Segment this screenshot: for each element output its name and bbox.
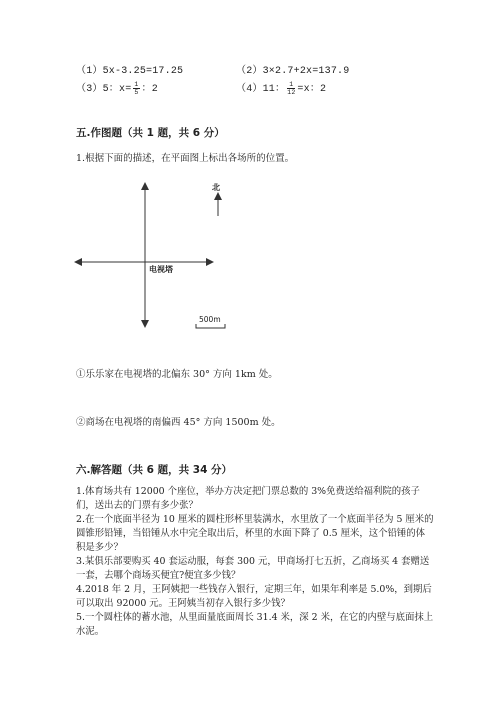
section-6-questions xyxy=(76,485,434,639)
equation-2 xyxy=(236,61,349,77)
equation-1 xyxy=(76,61,183,77)
equation-4-numerator: 1 xyxy=(287,81,295,89)
equation-4-post: =x：2 xyxy=(297,84,327,95)
equation-4 xyxy=(236,79,326,96)
equation-3-post: ：2 xyxy=(141,84,158,95)
equation-1-text: 5x-3.25=17.25 xyxy=(102,66,184,77)
vertical-arrow-up-icon xyxy=(141,182,149,190)
equation-3 xyxy=(76,79,158,96)
equation-3-numerator: 1 xyxy=(134,80,139,88)
equation-4-pre: 11： xyxy=(262,84,286,95)
north-arrow-icon xyxy=(214,192,222,200)
equation-3-label: （3） xyxy=(76,84,103,95)
equation-2-text: 3×2.7+2x=137.9 xyxy=(262,66,350,77)
equation-1-label: （1） xyxy=(76,66,103,77)
scale-bar xyxy=(196,324,225,328)
question-4: 4.2018 年 2 月，王阿姨把一些钱存入银行，定期三年，如果年利率是 5.0%，到期后可以取出 92000 元。王阿姨当初存入银行多少钱？ xyxy=(76,584,432,609)
horizontal-arrow-left-icon xyxy=(74,258,82,266)
equation-3-fraction xyxy=(133,81,139,96)
question-3: 3.某俱乐部要购买 40 套运动服，每套 300 元，甲商场打七五折，乙商场买 4 套赠送一套，去哪个商场买便宜?便宜多少钱？ xyxy=(76,556,430,581)
question-5: 5.一个圆柱体的蓄水池，从里面量底面周长 31.4 米，深 2 米，在它的内壁与底面抹上水泥。 xyxy=(76,612,434,637)
equation-4-fraction xyxy=(287,81,295,96)
question-1: 1.体育场共有 12000 个座位，举办方决定把门票总数的 3%免费送给福利院的孩子们，送出去的门票有多少张？ xyxy=(76,486,420,511)
equation-3-pre: 5：x= xyxy=(102,84,132,95)
map-diagram xyxy=(70,178,240,338)
scale-label: 500m xyxy=(199,315,221,324)
section-5-instruction: 1.根据下面的描述，在平面图上标出各场所的位置。 xyxy=(76,153,295,164)
map-item-2: ②商场在电视塔的南偏西 45° 方向 1500m 处。 xyxy=(76,417,281,428)
equation-4-label: （4） xyxy=(236,84,263,95)
section-6-title: 六.解答题（共 6 题，共 34 分） xyxy=(76,464,233,476)
tower-label: 电视塔 xyxy=(149,265,173,274)
equation-4-denominator: 12 xyxy=(287,88,296,96)
question-2: 2.在一个底面半径为 10 厘米的圆柱形杯里装满水，水里放了一个底面半径为 5 厘米的圆锥形铅锤，当铅锤从水中完全取出后，杯里的水面下降了 0.5 厘米，这个铅锤的体积是多少？ xyxy=(76,514,434,553)
map-item-1: ①乐乐家在电视塔的北偏东 30° 方向 1km 处。 xyxy=(76,369,278,380)
equation-3-denominator: 5 xyxy=(134,88,139,96)
vertical-arrow-down-icon xyxy=(141,320,149,328)
horizontal-arrow-right-icon xyxy=(206,258,214,266)
equation-2-label: （2） xyxy=(236,66,263,77)
north-label: 北 xyxy=(212,183,220,192)
section-5-title: 五.作图题（共 1 题，共 6 分） xyxy=(76,127,225,139)
